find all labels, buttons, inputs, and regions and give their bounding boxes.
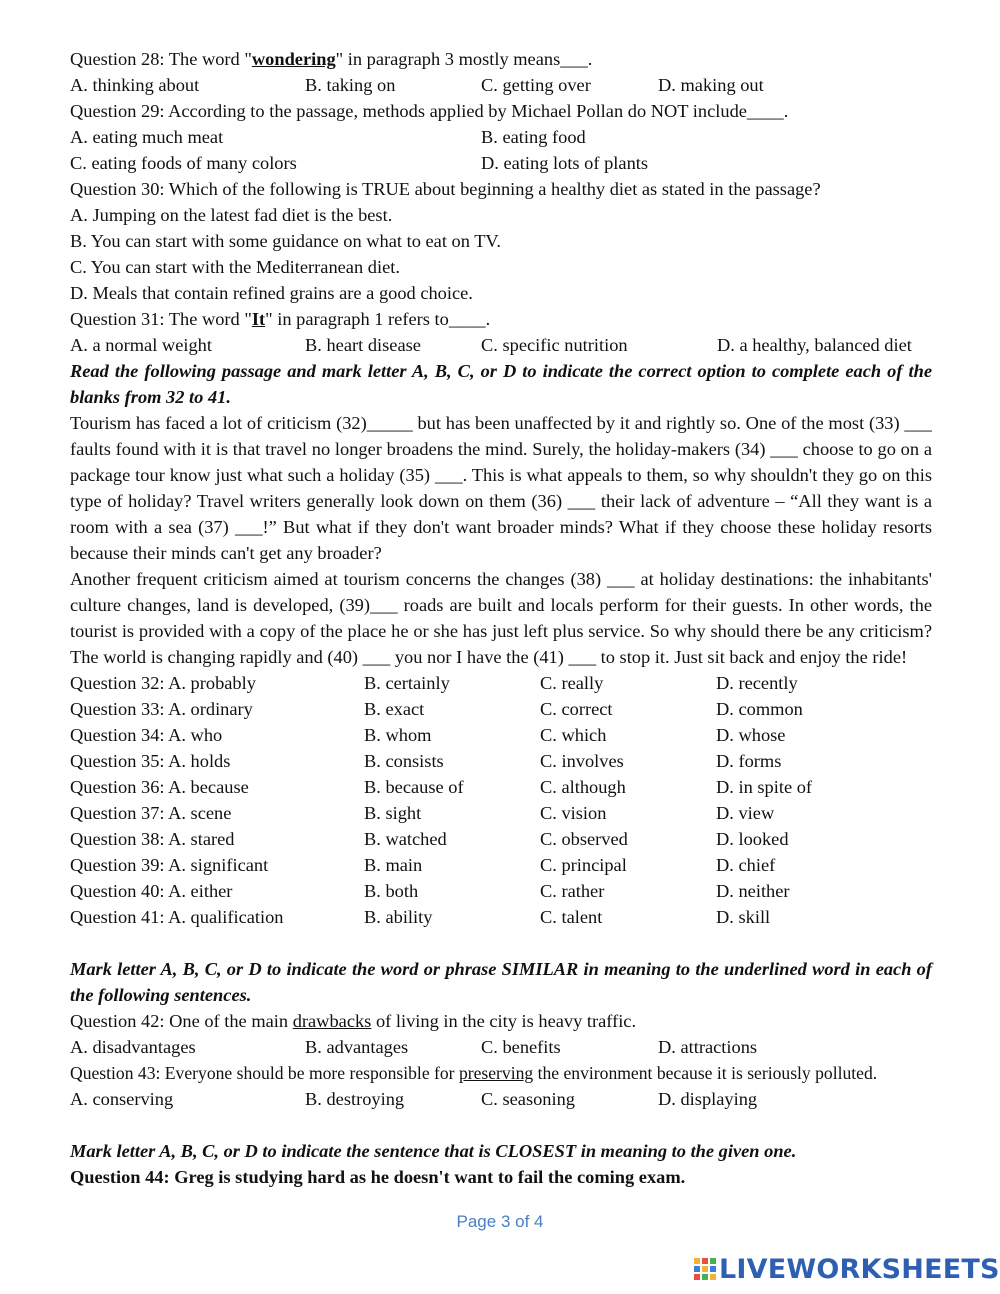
q40-option-a[interactable]: Question 40: A. either xyxy=(70,881,233,901)
q42-option-b[interactable]: B. advantages xyxy=(305,1037,409,1057)
cloze-question-row xyxy=(70,904,932,930)
liveworksheets-icon xyxy=(694,1257,716,1281)
q33-option-d[interactable]: D. common xyxy=(716,699,803,719)
q34-option-c[interactable]: C. which xyxy=(540,725,607,745)
q39-option-a[interactable]: Question 39: A. significant xyxy=(70,855,269,875)
spacer xyxy=(70,1112,932,1138)
spacer xyxy=(70,930,932,956)
q32-option-d[interactable]: D. recently xyxy=(716,673,798,693)
q41-option-b[interactable]: B. ability xyxy=(364,907,433,927)
q42-stem: Question 42: One of the main drawbacks of living in the city is heavy traffic. xyxy=(70,1011,637,1031)
q28-keyword: wondering xyxy=(251,49,336,69)
q31-option-c[interactable]: C. specific nutrition xyxy=(481,335,628,355)
q28-option-d[interactable]: D. making out xyxy=(658,75,764,95)
q37-option-a[interactable]: Question 37: A. scene xyxy=(70,803,232,823)
q36-option-c[interactable]: C. although xyxy=(540,777,626,797)
q30-stem: Question 30: Which of the following is TRUE about beginning a healthy diet as stated in the passage? xyxy=(70,179,821,199)
q43-option-a[interactable]: A. conserving xyxy=(70,1089,174,1109)
q38-option-c[interactable]: C. observed xyxy=(540,829,628,849)
q36-option-a[interactable]: Question 36: A. because xyxy=(70,777,249,797)
q29-options-row2 xyxy=(70,150,932,176)
cloze-question-row xyxy=(70,878,932,904)
q28-option-b[interactable]: B. taking on xyxy=(305,75,396,95)
q36-option-b[interactable]: B. because of xyxy=(364,777,464,797)
q42-keyword: drawbacks xyxy=(292,1011,372,1031)
q37-option-b[interactable]: B. sight xyxy=(364,803,422,823)
cloze-question-row xyxy=(70,774,932,800)
q30-option-a[interactable]: A. Jumping on the latest fad diet is the best. xyxy=(70,205,393,225)
q28-option-c[interactable]: C. getting over xyxy=(481,75,591,95)
cloze-question-row xyxy=(70,826,932,852)
q35-option-c[interactable]: C. involves xyxy=(540,751,624,771)
cloze-question-row xyxy=(70,748,932,774)
q41-option-c[interactable]: C. talent xyxy=(540,907,603,927)
q35-option-d[interactable]: D. forms xyxy=(716,751,782,771)
q34-option-d[interactable]: D. whose xyxy=(716,725,786,745)
q42-option-a[interactable]: A. disadvantages xyxy=(70,1037,196,1057)
q39-option-c[interactable]: C. principal xyxy=(540,855,627,875)
q43-keyword: preserving xyxy=(458,1063,534,1083)
q30-option-b[interactable]: B. You can start with some guidance on what to eat on TV. xyxy=(70,231,501,251)
q43-option-c[interactable]: C. seasoning xyxy=(481,1089,575,1109)
q38-option-b[interactable]: B. watched xyxy=(364,829,447,849)
cloze-instruction: Read the following passage and mark letter A, B, C, or D to indicate the correct option to complete each of the blanks from 32 to 41. xyxy=(70,361,932,407)
q35-option-a[interactable]: Question 35: A. holds xyxy=(70,751,231,771)
q34-option-a[interactable]: Question 34: A. who xyxy=(70,725,223,745)
q36-option-d[interactable]: D. in spite of xyxy=(716,777,813,797)
q41-option-d[interactable]: D. skill xyxy=(716,907,771,927)
q30-option-d[interactable]: D. Meals that contain refined grains are a good choice. xyxy=(70,283,473,303)
q42-option-c[interactable]: C. benefits xyxy=(481,1037,561,1057)
q32-option-b[interactable]: B. certainly xyxy=(364,673,450,693)
q30-option-c[interactable]: C. You can start with the Mediterranean diet. xyxy=(70,257,400,277)
q40-option-b[interactable]: B. both xyxy=(364,881,419,901)
q29-option-c[interactable]: C. eating foods of many colors xyxy=(70,153,297,173)
q34-option-b[interactable]: B. whom xyxy=(364,725,432,745)
q39-option-b[interactable]: B. main xyxy=(364,855,423,875)
q31-option-b[interactable]: B. heart disease xyxy=(305,335,421,355)
q43-stem: Question 43: Everyone should be more responsible for preserving the environment because it is seriously polluted. xyxy=(70,1063,878,1083)
q40-option-d[interactable]: D. neither xyxy=(716,881,790,901)
q37-option-d[interactable]: D. view xyxy=(716,803,775,823)
q31-keyword: It xyxy=(251,309,266,329)
q38-option-d[interactable]: D. looked xyxy=(716,829,789,849)
worksheet-page xyxy=(70,46,932,1190)
q31-option-d[interactable]: D. a healthy, balanced diet xyxy=(717,335,912,355)
q31-option-a[interactable]: A. a normal weight xyxy=(70,335,212,355)
q32-option-c[interactable]: C. really xyxy=(540,673,604,693)
closest-instruction: Mark letter A, B, C, or D to indicate the sentence that is CLOSEST in meaning to the given one. xyxy=(70,1141,797,1161)
similar-instruction: Mark letter A, B, C, or D to indicate the word or phrase SIMILAR in meaning to the underlined word in each of the following sentences. xyxy=(70,959,932,1005)
q28-option-a[interactable]: A. thinking about xyxy=(70,75,200,95)
q33-option-a[interactable]: Question 33: A. ordinary xyxy=(70,699,253,719)
q39-option-d[interactable]: D. chief xyxy=(716,855,776,875)
cloze-question-list xyxy=(70,670,932,930)
q40-option-c[interactable]: C. rather xyxy=(540,881,605,901)
q31-options xyxy=(70,332,932,358)
cloze-question-row xyxy=(70,800,932,826)
q31-stem: Question 31: The word "It" in paragraph 1 refers to____. xyxy=(70,309,491,329)
page-number: Page 3 of 4 xyxy=(456,1212,544,1231)
q28-options xyxy=(70,72,932,98)
liveworksheets-wordmark: LIVEWORKSHEETS xyxy=(719,1253,1000,1285)
cloze-question-row xyxy=(70,852,932,878)
q33-option-b[interactable]: B. exact xyxy=(364,699,425,719)
q35-option-b[interactable]: B. consists xyxy=(364,751,444,771)
cloze-paragraph-2: Another frequent criticism aimed at tourism concerns the changes (38) ___ at holiday destinations: the inhabitants' culture changes, land is developed, (39)___ roads are built and locals perform for their guests. In other words, the tourist is provided with a copy of the place he or she has just left plus service. So why should there be any criticism? The world is changing rapidly and (40) ___ you nor I have the (41) ___ to stop it. Just sit back and enjoy the ride! xyxy=(70,569,932,667)
q28-stem: Question 28: The word "wondering" in paragraph 3 mostly means___. xyxy=(70,49,593,69)
cloze-question-row xyxy=(70,670,932,696)
q44-stem: Question 44: Greg is studying hard as he doesn't want to fail the coming exam. xyxy=(70,1167,686,1187)
q43-option-b[interactable]: B. destroying xyxy=(305,1089,405,1109)
cloze-question-row xyxy=(70,722,932,748)
q43-option-d[interactable]: D. displaying xyxy=(658,1089,758,1109)
q38-option-a[interactable]: Question 38: A. stared xyxy=(70,829,235,849)
q37-option-c[interactable]: C. vision xyxy=(540,803,607,823)
q29-option-a[interactable]: A. eating much meat xyxy=(70,127,224,147)
q32-option-a[interactable]: Question 32: A. probably xyxy=(70,673,256,693)
liveworksheets-logo[interactable] xyxy=(694,1252,1000,1286)
q29-stem: Question 29: According to the passage, methods applied by Michael Pollan do NOT include____. xyxy=(70,101,789,121)
q43-options xyxy=(70,1086,932,1112)
q42-options xyxy=(70,1034,932,1060)
cloze-paragraph-1: Tourism has faced a lot of criticism (32)_____ but has been unaffected by it and rightly so. One of the most (33) ___ faults found with it is that travel no longer broadens the mind. Surely, the holiday-makers (34) ___ choose to go on a package tour know just what such a holiday (35) ___. This is what appeals to them, so why shouldn't they go on this type of holiday? Travel writers generally look down on them (36) ___ their lack of adventure – “All they want is a room with a sea (37) ___!” But what if they don't want broader minds? What if they choose these holiday resorts because their minds can't get any broader? xyxy=(70,413,932,563)
q29-options-row1 xyxy=(70,124,932,150)
cloze-question-row xyxy=(70,696,932,722)
q29-option-d[interactable]: D. eating lots of plants xyxy=(481,153,649,173)
q41-option-a[interactable]: Question 41: A. qualification xyxy=(70,907,284,927)
q29-option-b[interactable]: B. eating food xyxy=(481,127,586,147)
q33-option-c[interactable]: C. correct xyxy=(540,699,613,719)
q42-option-d[interactable]: D. attractions xyxy=(658,1037,758,1057)
